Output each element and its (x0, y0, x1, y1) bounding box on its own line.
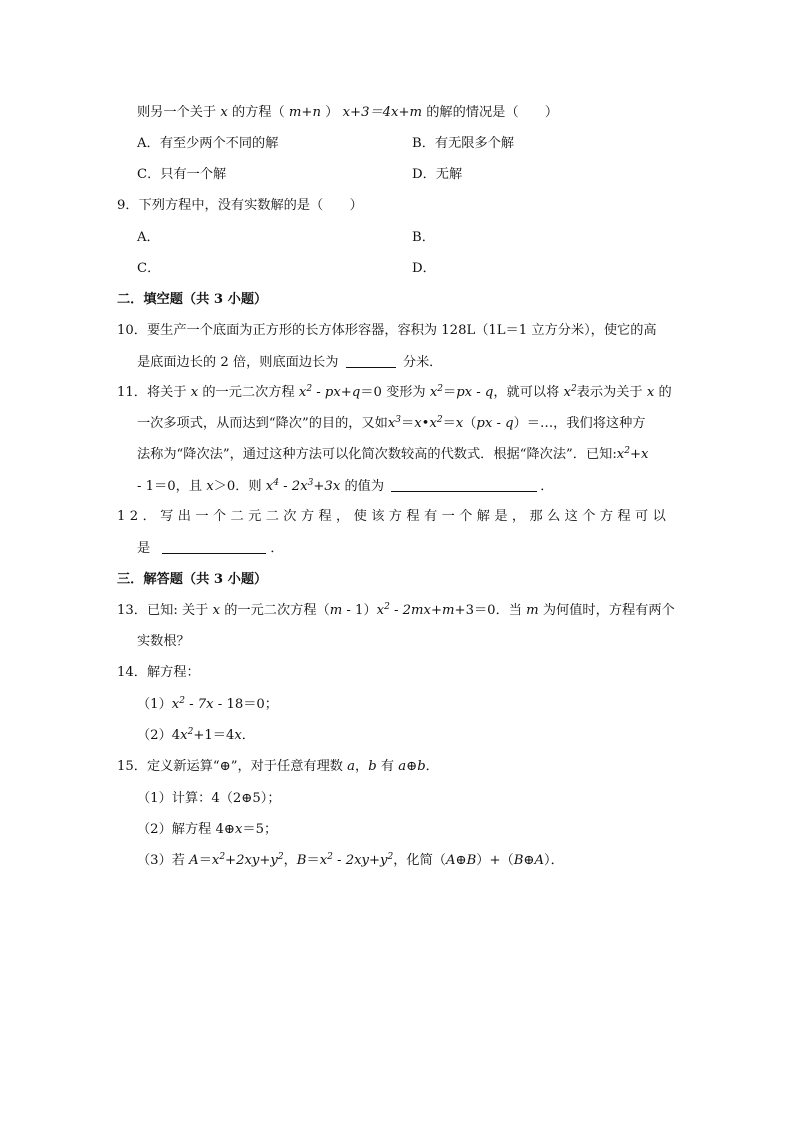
q15-var: x (234, 822, 243, 837)
q13-text: 为何值时，方程有两个 (542, 603, 675, 618)
q15-stem (117, 760, 439, 773)
q15-expression: B (466, 853, 477, 868)
q15-part-3 (137, 854, 564, 867)
q15-expression: $x^2+2xy+y^2$ (211, 852, 284, 868)
q15-text: 有 (380, 759, 395, 774)
q15-expression: B (513, 853, 524, 868)
q11-line-3 (137, 448, 648, 461)
q10-text: 是底面边长的 2 倍，则底面边长为 (137, 355, 339, 370)
q15-text: （2）解方程 4⊕ (137, 822, 235, 837)
q11-text: 的一元二次方程 (202, 385, 295, 400)
q15-expression: B (296, 853, 307, 868)
q11-equation: • (421, 416, 430, 431)
q10-line-1: 10．要生产一个底面为正方形的长方体形容器，容积为 128L（1L＝1 立方分米），使它的高 (117, 323, 657, 338)
q15-expression: ⊕ (406, 759, 418, 774)
q11-text: 法称为“降次法”，通过这种方法可以化简次数较高的代数式．根据“降次法”．已知: (137, 447, 617, 462)
q11-line-1 (117, 386, 672, 399)
q14-equation: $x^2 - 7x$ (171, 696, 214, 712)
q15-expression: A (189, 853, 199, 868)
q14-part-2 (137, 729, 255, 742)
q11-equation: ＝0 (360, 385, 382, 400)
q13-line-2: 实数根？ (137, 634, 190, 649)
q11-text: …，我们将这种方 (539, 416, 646, 431)
q13-equation: - 1） (342, 603, 377, 618)
q11-equation: - 1＝0， (137, 479, 189, 494)
q11-text: 表示为关于 (576, 385, 643, 400)
q15-text: ， (283, 853, 297, 868)
q13-var: m (526, 603, 539, 618)
section-solve-title: 三．解答题（共 3 小题） (117, 572, 268, 587)
q11-text: 且 (188, 479, 202, 494)
q15-var: b (368, 759, 377, 774)
q9-stem: 9．下列方程中，没有实数解的是（ ） (117, 198, 363, 213)
q14-label: （1） (137, 697, 172, 712)
section-fill-in-title: 二．填空题（共 3 小题） (117, 292, 268, 307)
q15-expression: ＝ (198, 853, 212, 868)
q14-label: （2） (137, 728, 172, 743)
q8-mn: m+n (288, 105, 321, 120)
q11-var: x (646, 385, 655, 400)
q11-equation: ＝ (442, 416, 456, 431)
q11-text: 变形为 (386, 385, 426, 400)
q11-text: ． (540, 479, 554, 494)
q11-line-4 (137, 479, 553, 493)
q13-var: x (212, 603, 220, 618)
q11-equation: $x^2$ (429, 384, 443, 400)
q14-part-1 (137, 698, 278, 711)
q11-equation: ＝ (401, 416, 415, 431)
q8-equation: x+3＝4x+m (342, 105, 423, 120)
q11-equation: （ (463, 416, 477, 431)
q15-expression: $x^2 - 2xy+y^2$ (319, 852, 394, 868)
q11-var: x (190, 385, 199, 400)
q15-text: ，化简（ (393, 853, 446, 868)
q13-line-1 (117, 604, 675, 617)
q11-text: 的 (658, 385, 672, 400)
q8-text: 的方程（ (231, 105, 285, 120)
q14-equation: +1＝4 (193, 728, 235, 743)
q11-text: 的值为 (344, 479, 385, 494)
q11-var: $x^2$ (563, 384, 577, 400)
q12-line-2 (137, 541, 284, 555)
q15-text: ， (355, 759, 369, 774)
q13-equation: $x^2 - 2mx+m$ (376, 602, 455, 618)
q15-expression: A (445, 853, 456, 868)
q8-option-a: A．有至少两个不同的解 (137, 136, 279, 151)
q11-equation: $x^3$ (387, 415, 402, 431)
q11-text: 11．将关于 (117, 385, 187, 400)
q8-text: 的解的情况是（ ） (426, 105, 559, 120)
q14-equation: 4 (171, 728, 181, 743)
q8-option-b: B．有无限多个解 (412, 136, 515, 151)
q11-text: ．则 (235, 479, 262, 494)
q15-expression: a (398, 759, 407, 774)
q13-text: 的一元二次方程（ (224, 603, 330, 618)
q9-option-a: A． (137, 230, 160, 245)
q15-part-1: （1）计算：4（2⊕5）； (137, 791, 281, 806)
q11-equation: x (455, 416, 464, 431)
q11-equation: px - q (476, 416, 514, 431)
q15-expression: b (417, 759, 426, 774)
q10-answer-blank[interactable] (346, 355, 396, 368)
q11-equation: ＝ (443, 385, 457, 400)
q15-text: ）+（ (476, 853, 514, 868)
q11-expression: $x^4 - 2x^3+3x$ (265, 478, 341, 494)
q14-stem: 14．解方程： (117, 665, 200, 680)
q9-option-c: C． (137, 261, 161, 276)
q11-equation: ）＝ (513, 416, 540, 431)
q8-option-d: D．无解 (412, 167, 463, 182)
q9-option-b: B． (412, 230, 435, 245)
q8-continuation (137, 106, 558, 119)
q11-text: ，就可以将 (493, 385, 560, 400)
q15-expression: A (534, 853, 544, 868)
q15-text: ＝5； (242, 822, 278, 837)
q15-var: a (347, 759, 356, 774)
q14-equation: - 18＝0； (213, 697, 278, 712)
q13-text: ．当 (495, 603, 522, 618)
q8-option-c: C．只有一个解 (137, 167, 227, 182)
q15-part-2 (137, 823, 277, 836)
q14-equation: $x^2$ (180, 727, 194, 743)
q13-equation: m (329, 603, 343, 618)
q11-equation: $x^2$ (429, 415, 443, 431)
q10-line-2 (137, 355, 442, 369)
q12-text: ． (270, 541, 284, 556)
q15-text: （3）若 (137, 853, 185, 868)
q14-equation: ． (241, 728, 255, 743)
q11-equation: ＞0 (213, 479, 236, 494)
q11-line-2 (137, 417, 645, 430)
q8-var-x: x (220, 105, 228, 120)
q11-var: x (206, 479, 214, 494)
q15-text: 15．定义新运算“⊕”，对于任意有理数 (117, 759, 343, 774)
q13-equation: +3＝0 (454, 603, 496, 618)
q12-text: 是 (137, 541, 151, 556)
q8-text: ） (325, 105, 339, 120)
q12-answer-blank[interactable] (162, 541, 266, 554)
q9-option-d: D． (412, 261, 436, 276)
q15-text: ）． (544, 853, 564, 868)
q11-text: 一次多项式，从而达到“降次”的目的，又如 (137, 416, 388, 431)
q15-expression: ⊕ (523, 853, 535, 868)
q11-equation: $x^2+x$ (616, 446, 649, 462)
q8-text: 则另一个关于 (137, 105, 217, 120)
q11-equation: px - q (456, 385, 494, 400)
q10-text: 分米． (402, 355, 443, 370)
q13-text: 13．已知: 关于 (117, 603, 209, 618)
q15-expression: ⊕ (455, 853, 467, 868)
q12-text: 12．写出一个二元二次方程，使该方程有一个解是，那么这个方程可以 (117, 509, 671, 524)
q12-line-1 (117, 510, 675, 523)
q14-equation: x (234, 728, 242, 743)
q15-expression: ＝ (306, 853, 320, 868)
q11-equation: $x^2 - px+q$ (298, 384, 361, 400)
q11-equation: x (414, 416, 422, 431)
q11-answer-blank[interactable] (391, 479, 537, 492)
q15-text: ． (425, 759, 439, 774)
